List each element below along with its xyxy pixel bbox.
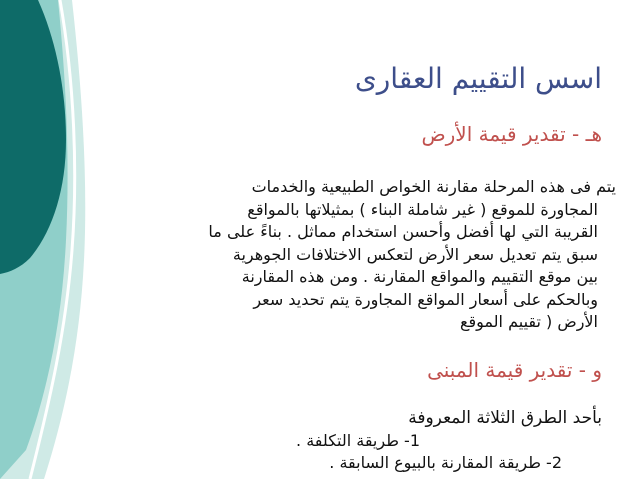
paragraph-line: وبالحكم على أسعار المواقع المجاورة يتم تحديد سعر [253,289,598,309]
paragraph-line: القريبة التي لها أفضل وأحسن استخدام مماثل . بناءً على ما [208,222,598,241]
slide-decoration-graphic [0,0,110,479]
section-heading-land-value: هـ - تقدير قيمة الأرض [421,122,602,146]
paragraph-line: الأرض ( تقييم الموقع [460,312,598,331]
slide-title: اسس التقييم العقارى [354,62,602,95]
method-item: 1- طريقة التكلفة . [296,431,420,450]
valuation-methods [296,406,602,474]
methods-intro: بأحد الطرق الثلاثة المعروفة [408,408,602,428]
paragraph-line: سبق يتم تعديل سعر الأرض لتعكس الاختلافات الجوهرية [232,244,598,264]
method-item: 2- طريقة المقارنة بالبيوع السابقة . [329,453,562,472]
land-value-paragraph [96,176,616,334]
section-heading-building-value: و - تقدير قيمة المبنى [427,358,602,382]
paragraph-line: يتم فى هذه المرحلة مقارنة الخواص الطبيعية والخدمات [251,177,616,196]
paragraph-line: المجاورة للموقع ( غير شاملة البناء ) بمثيلاتها بالمواقع [247,199,598,219]
paragraph-line: بين موقع التقييم والمواقع المقارنة . ومن هذه المقارنة [241,267,598,286]
